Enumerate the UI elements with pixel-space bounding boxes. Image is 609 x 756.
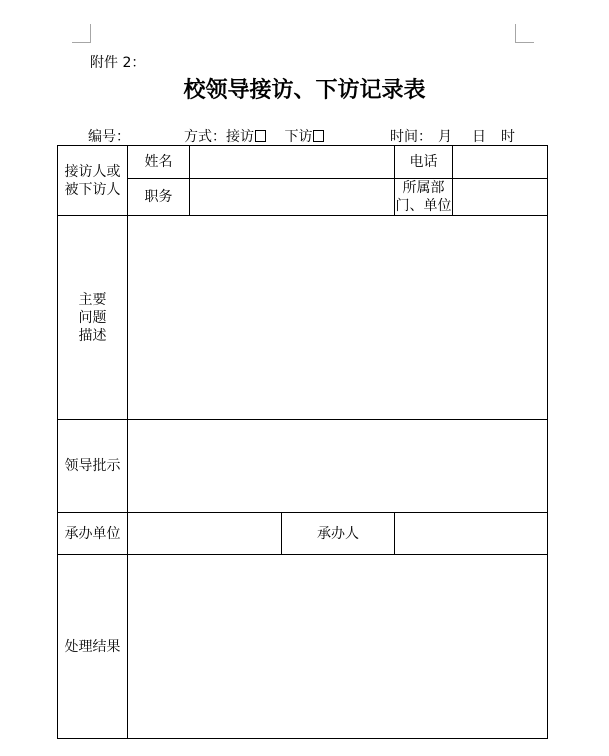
- crop-mark-top-left: [72, 24, 91, 43]
- instruction-label: 领导批示: [64, 458, 121, 474]
- table-row: [58, 513, 548, 555]
- dept-value-cell[interactable]: [453, 179, 548, 216]
- handling-unit-value-cell[interactable]: [128, 513, 282, 555]
- table-row: [58, 216, 548, 420]
- table-row: [58, 420, 548, 513]
- dept-label-cell: [395, 179, 453, 216]
- mode-row: [184, 126, 324, 146]
- table-row: [58, 146, 548, 179]
- table-row: [58, 555, 548, 739]
- day-label: 日: [472, 129, 486, 145]
- month-label: 月: [438, 129, 452, 145]
- time-label: 时间：: [390, 129, 432, 145]
- result-label: 处理结果: [64, 638, 121, 655]
- position-label-cell: [128, 179, 190, 216]
- result-label-cell: [58, 555, 128, 739]
- person-header-line1: 接访人或: [64, 163, 121, 180]
- instruction-label-cell: [58, 420, 128, 513]
- phone-label: 电话: [409, 154, 438, 170]
- phone-value-cell[interactable]: [453, 146, 548, 179]
- issue-label-line1: 主要: [78, 291, 107, 308]
- position-value-cell[interactable]: [190, 179, 395, 216]
- handler-label-cell: [282, 513, 395, 555]
- name-label: 姓名: [144, 154, 173, 170]
- name-label-cell: [128, 146, 190, 179]
- handling-unit-label: 承办单位: [64, 525, 121, 542]
- phone-label-cell: [395, 146, 453, 179]
- record-table: [57, 145, 548, 739]
- issue-label-cell: [58, 216, 128, 420]
- issue-value-cell[interactable]: [128, 216, 548, 420]
- person-header-line2: 被下访人: [64, 181, 121, 198]
- crop-mark-top-right: [515, 24, 534, 43]
- handling-unit-label-cell: [58, 513, 128, 555]
- receive-checkbox[interactable]: [255, 130, 266, 142]
- position-label: 职务: [144, 189, 173, 205]
- issue-label-line3: 描述: [78, 327, 107, 344]
- issue-label-line2: 问题: [78, 309, 107, 326]
- option-visit-label: 下访: [284, 129, 313, 145]
- dept-label-line1: 所属部: [402, 180, 445, 196]
- mode-label: 方式：: [184, 129, 226, 145]
- handler-value-cell[interactable]: [395, 513, 548, 555]
- visit-checkbox[interactable]: [313, 130, 324, 142]
- number-label: 编号：: [88, 129, 130, 145]
- person-header-cell: [58, 146, 128, 216]
- table-row: [58, 179, 548, 216]
- page-title: 校领导接访、下访记录表: [183, 77, 426, 103]
- dept-label-line2: 门、单位: [395, 198, 452, 214]
- attachment-label: 附件 2：: [90, 55, 146, 71]
- option-receive-label: 接访: [226, 129, 254, 145]
- name-value-cell[interactable]: [190, 146, 395, 179]
- handler-label: 承办人: [317, 525, 359, 542]
- hour-label: 时: [501, 129, 515, 145]
- instruction-value-cell[interactable]: [128, 420, 548, 513]
- result-value-cell[interactable]: [128, 555, 548, 739]
